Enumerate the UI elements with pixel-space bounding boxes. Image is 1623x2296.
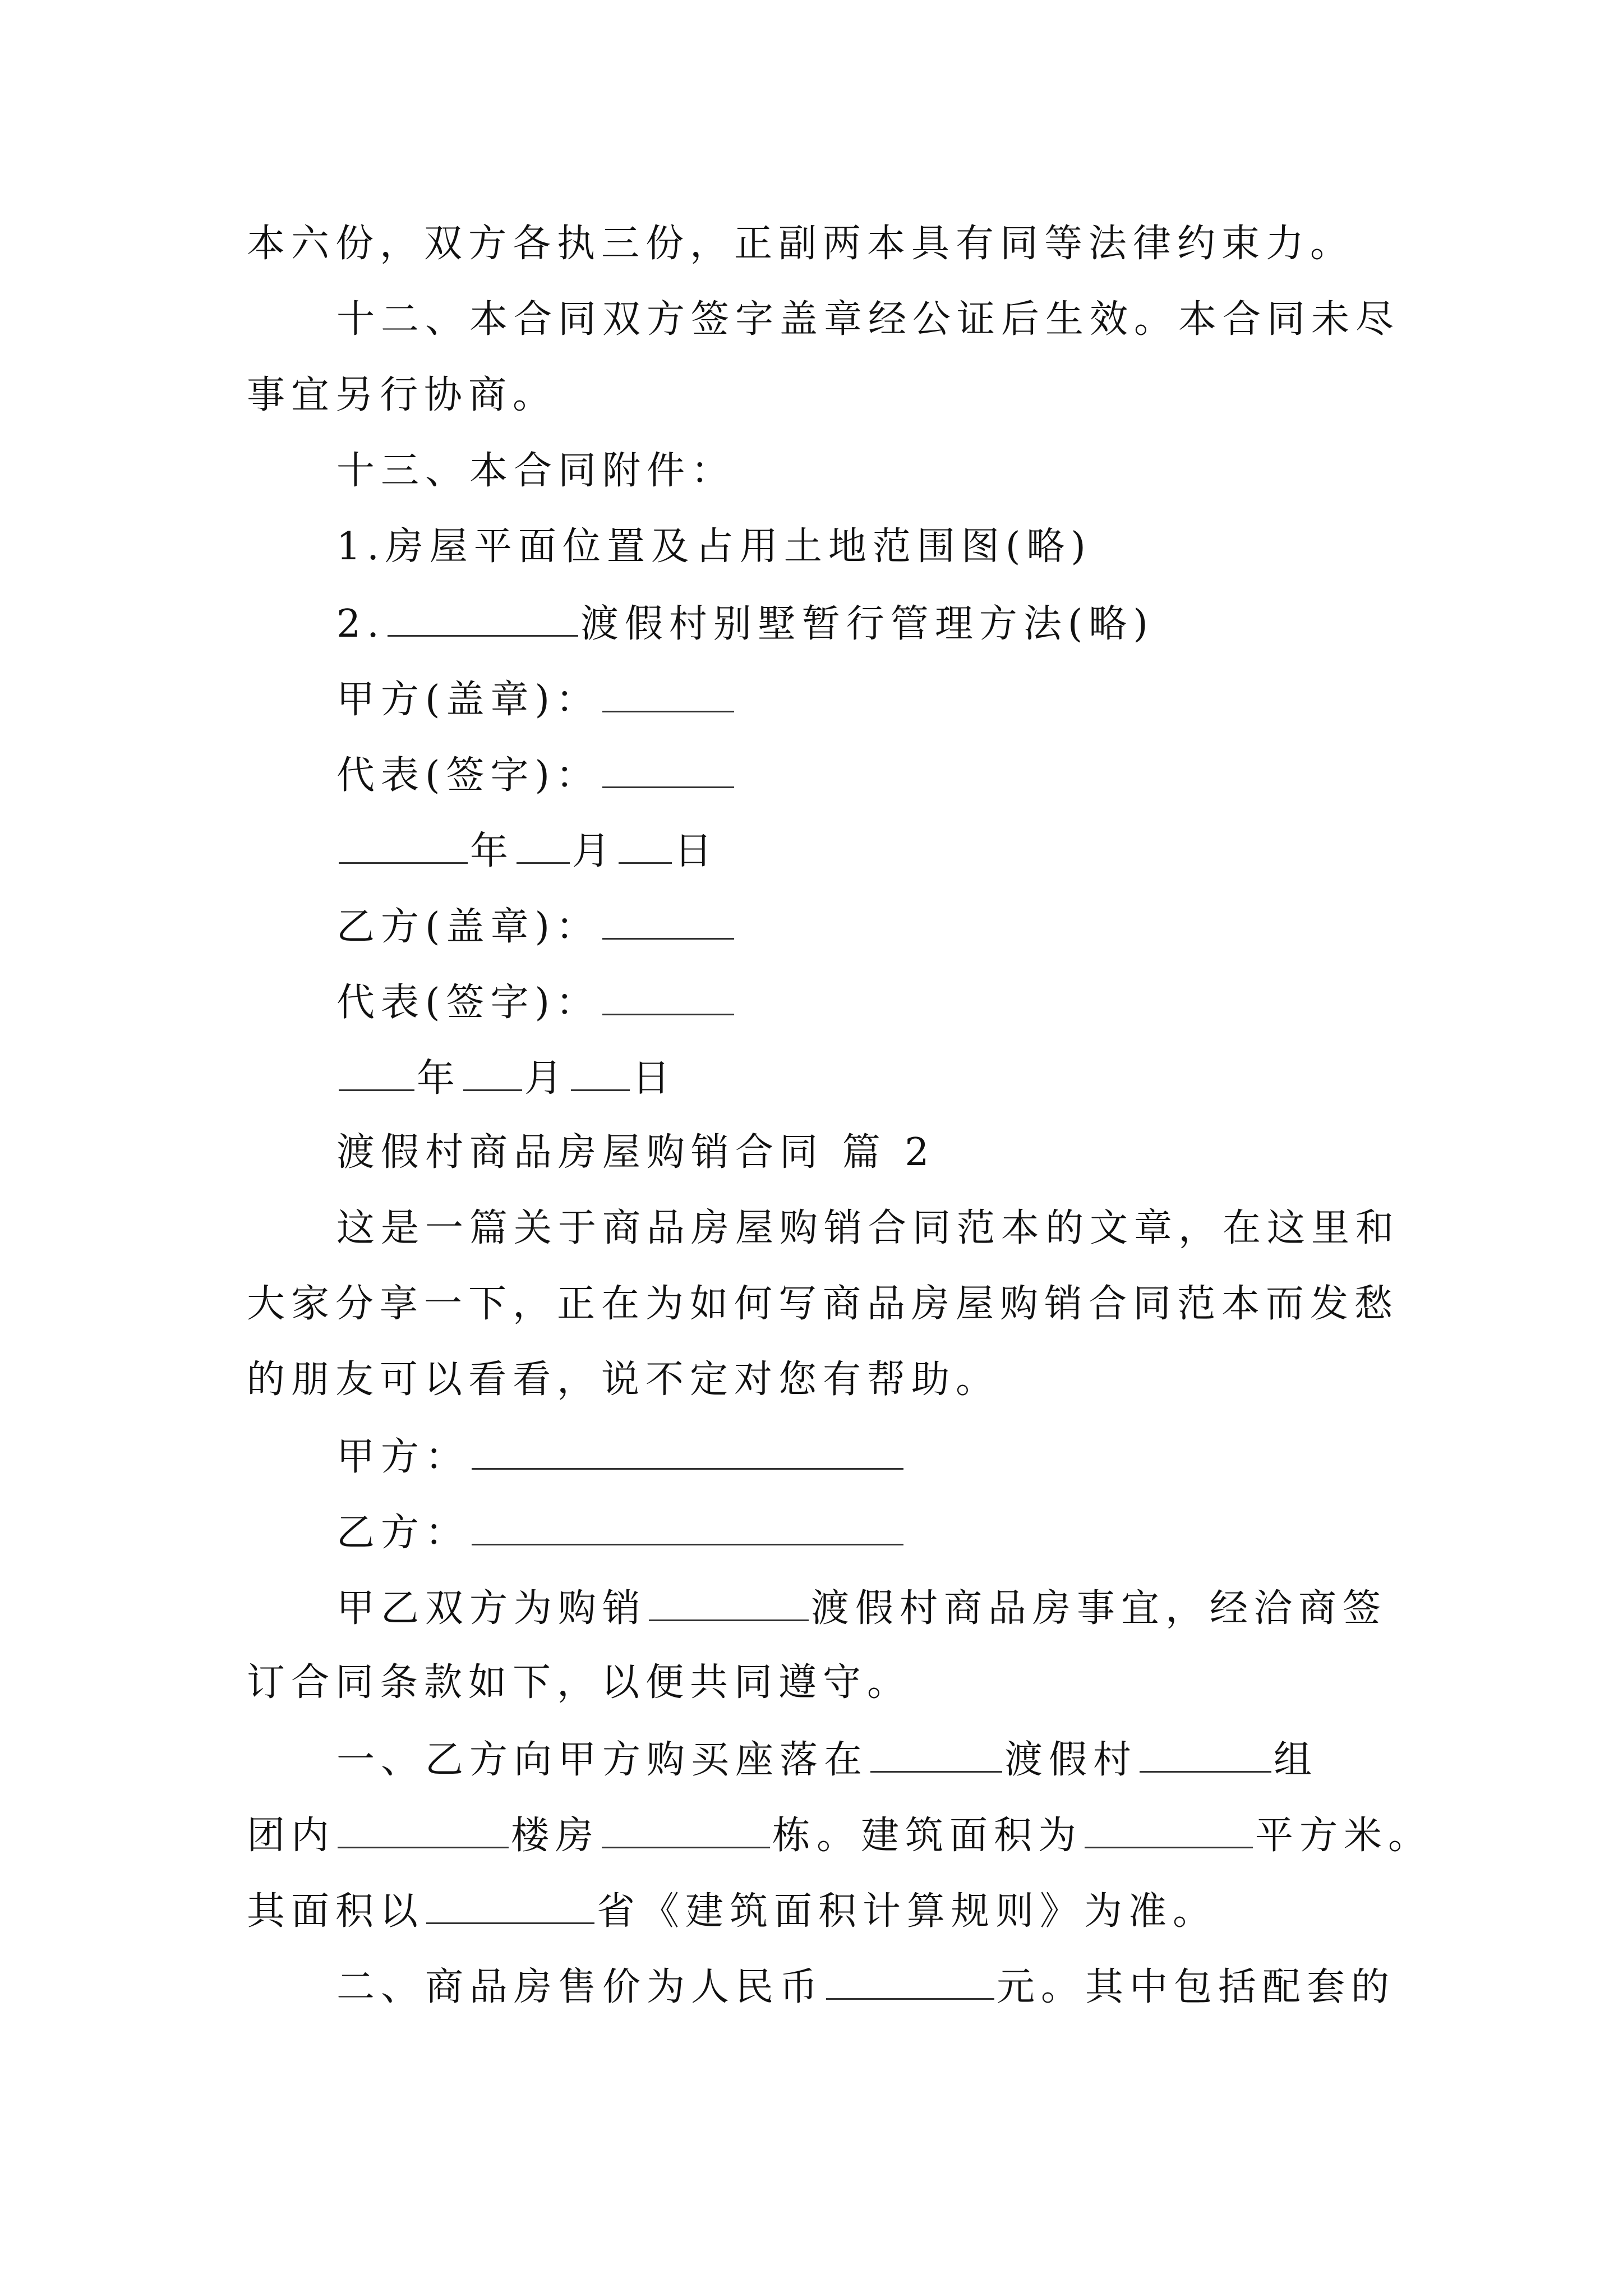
text-line: 十二、本合同双方签字盖章经公证后生效。本合同未尽 (336, 297, 1400, 342)
day-blank (571, 1055, 630, 1091)
fill-blank (388, 600, 578, 637)
signature-label: 代表(签字)： (336, 981, 601, 1025)
fill-blank (870, 1736, 1002, 1773)
item-number: 2. (336, 602, 385, 646)
text-segment: 楼房 (511, 1814, 600, 1858)
fill-blank (602, 979, 734, 1015)
year-blank (339, 827, 468, 864)
text-segment: 组 (1274, 1738, 1318, 1782)
month-label: 月 (572, 829, 617, 873)
date-line (336, 1055, 676, 1101)
day-label: 日 (632, 1056, 677, 1101)
section-heading: 十三、本合同附件： (336, 449, 736, 493)
text-line: 订合同条款如下，以便共同遵守。 (247, 1660, 912, 1705)
fill-blank (472, 1433, 903, 1470)
fill-blank (472, 1509, 903, 1545)
signature-label: 乙方(盖章)： (336, 905, 601, 949)
text-line (336, 1736, 1318, 1783)
signature-label: 甲方(盖章)： (336, 678, 601, 722)
text-segment: 其面积以 (247, 1889, 425, 1934)
representative-line (336, 752, 736, 798)
fill-blank (602, 752, 734, 788)
fill-blank (338, 1812, 509, 1848)
text-segment: 平方米。 (1255, 1814, 1433, 1858)
signature-line-party-a (336, 676, 736, 723)
text-segment: 一、乙方向甲方购买座落在 (336, 1738, 869, 1782)
text-segment: 省《建筑面积计算规则》为准。 (597, 1889, 1218, 1934)
party-a-line (336, 1433, 906, 1480)
year-label: 年 (417, 1056, 462, 1101)
fill-blank (1085, 1812, 1253, 1848)
month-blank (517, 827, 570, 864)
text-line: 的朋友可以看看，说不定对您有帮助。 (247, 1358, 1000, 1402)
year-blank (339, 1055, 414, 1091)
month-label: 月 (524, 1056, 569, 1101)
text-line: 本六份，双方各执三份，正副两本具有同等法律约束力。 (247, 222, 1355, 266)
signature-line-party-b (336, 903, 736, 950)
attachment-item (336, 600, 1154, 647)
fill-blank (1140, 1736, 1271, 1773)
text-line (247, 1812, 1432, 1858)
text-line: 这是一篇关于商品房屋购销合同范本的文章，在这里和 (336, 1206, 1400, 1250)
text-segment: 栋。建筑面积为 (772, 1814, 1083, 1858)
representative-line (336, 979, 736, 1025)
fill-blank (649, 1585, 809, 1621)
text-segment: 二、商品房售价为人民币 (336, 1965, 824, 2009)
fill-blank (602, 676, 734, 712)
party-b-line (336, 1509, 906, 1556)
day-blank (619, 827, 672, 864)
text-segment: 甲乙双方为购销 (336, 1586, 647, 1631)
party-label: 甲方： (336, 1435, 470, 1479)
month-blank (463, 1055, 522, 1091)
attachment-item: 1.房屋平面位置及占用土地范围图(略) (336, 524, 1092, 569)
text-line: 事宜另行协商。 (247, 373, 557, 417)
text-line (336, 1585, 1387, 1631)
text-segment: 渡假村商品房事宜，经洽商签 (811, 1586, 1387, 1631)
text-line: 大家分享一下，正在为如何写商品房屋购销合同范本而发愁 (247, 1282, 1399, 1326)
text-segment: 元。其中包括配套的 (997, 1965, 1396, 2009)
signature-label: 代表(签字)： (336, 753, 601, 798)
fill-blank (426, 1888, 594, 1924)
item-text: 渡假村别墅暂行管理方法(略) (580, 602, 1154, 646)
text-line (336, 1963, 1395, 2010)
date-line (336, 827, 718, 874)
text-segment: 渡假村 (1004, 1738, 1138, 1782)
fill-blank (602, 903, 734, 940)
fill-blank (826, 1963, 994, 2000)
text-segment: 团内 (247, 1814, 336, 1858)
fill-blank (602, 1812, 770, 1848)
day-label: 日 (674, 829, 719, 873)
party-label: 乙方： (336, 1511, 470, 1555)
contract-title: 渡假村商品房屋购销合同 篇 2 (336, 1130, 935, 1175)
year-label: 年 (470, 829, 515, 873)
text-line (247, 1888, 1217, 1934)
